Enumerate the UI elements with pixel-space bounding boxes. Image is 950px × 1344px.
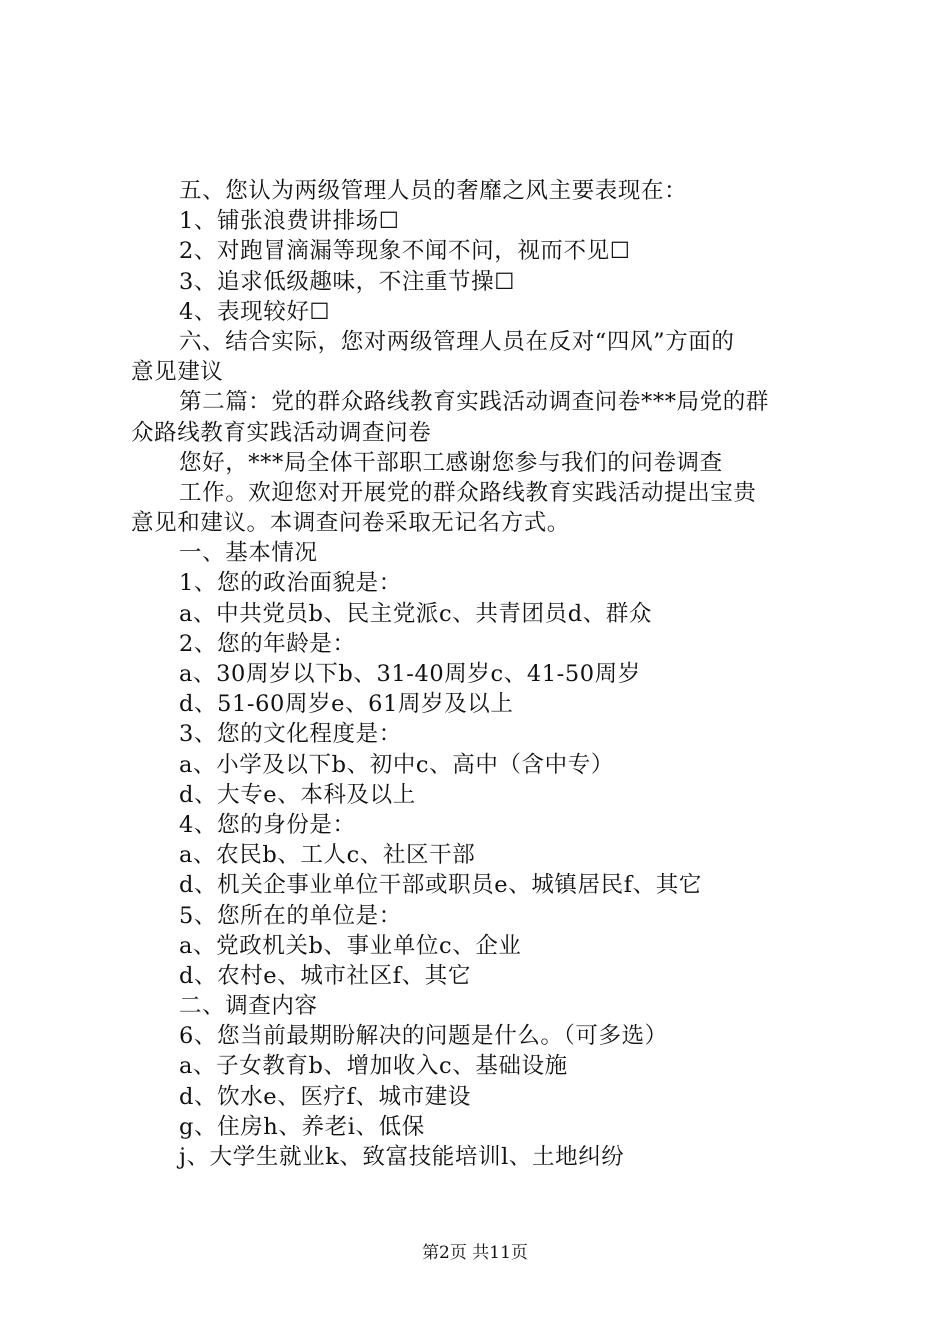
page-footer: 第2页 共11页	[422, 1243, 528, 1263]
text-line: 第二篇：党的群众路线教育实践活动调查问卷***局党的群	[179, 389, 769, 416]
text-line: 意见建议	[131, 359, 224, 386]
text-line: d、机关企事业单位干部或职员e、城镇居民f、其它	[179, 872, 702, 899]
text-line: a、农民b、工人c、社区干部	[179, 842, 476, 869]
text-line: 众路线教育实践活动调查问卷	[131, 419, 432, 446]
text-line: 您好，***局全体干部职工感谢您参与我们的问卷调查	[179, 449, 723, 476]
text-line: 3、您的文化程度是：	[179, 721, 402, 748]
text-line: j、大学生就业k、致富技能培训l、土地纠纷	[179, 1144, 625, 1170]
text-line: 4、您的身份是：	[179, 811, 356, 838]
text-line: 6、您当前最期盼解决的问题是什么。（可多选）	[179, 1023, 668, 1050]
document-body	[131, 176, 836, 1172]
text-line: 意见和建议。本调查问卷采取无记名方式。	[131, 510, 570, 537]
text-line: a、子女教育b、增加收入c、基础设施	[179, 1053, 568, 1080]
text-line: 4、表现较好☐	[179, 298, 331, 325]
text-line: g、住房h、养老i、低保	[179, 1113, 425, 1140]
text-line: a、小学及以下b、初中c、高中（含中专）	[179, 751, 614, 778]
text-line: 六、结合实际，您对两级管理人员在反对“四风”方面的	[179, 328, 735, 355]
text-line: d、大专e、本科及以上	[179, 781, 416, 808]
text-line: d、饮水e、医疗f、城市建设	[179, 1083, 471, 1110]
text-line: 5、您所在的单位是：	[179, 902, 402, 929]
text-line: 2、对跑冒滴漏等现象不闻不问，视而不见☐	[179, 238, 631, 265]
text-line: a、30周岁以下b、31-40周岁c、41-50周岁	[179, 661, 641, 687]
text-line: 一、基本情况	[179, 540, 318, 567]
text-line: 工作。欢迎您对开展党的群众路线教育实践活动提出宝贵	[179, 479, 757, 506]
text-line: 五、您认为两级管理人员的奢靡之风主要表现在：	[179, 178, 688, 204]
text-line: 3、追求低级趣味，不注重节操☐	[179, 268, 515, 295]
text-line: 1、您的政治面貌是：	[179, 570, 402, 597]
text-line: 二、调查内容	[179, 993, 318, 1020]
text-line: a、中共党员b、民主党派c、共青团员d、群众	[179, 600, 653, 627]
text-line: d、农村e、城市社区f、其它	[179, 962, 471, 989]
text-line: 2、您的年龄是：	[179, 630, 356, 657]
text-line: 1、铺张浪费讲排场☐	[179, 208, 400, 235]
text-line: d、51-60周岁e、61周岁及以上	[179, 691, 514, 718]
text-line: a、党政机关b、事业单位c、企业	[179, 932, 522, 959]
